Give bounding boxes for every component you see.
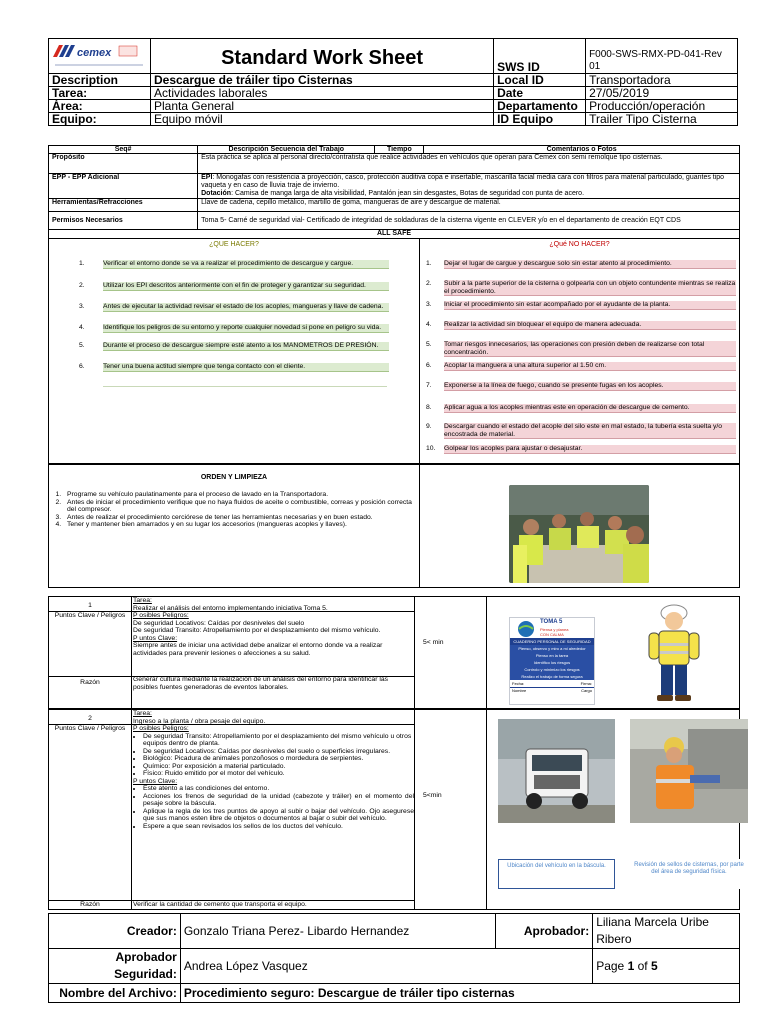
area-label: Área: xyxy=(49,100,151,113)
info-table xyxy=(48,145,740,239)
header-table xyxy=(48,38,738,126)
step-1 xyxy=(48,596,740,709)
brand-name: cemex xyxy=(77,47,112,59)
herramientas-label: Herramientas/Refracciones xyxy=(49,199,198,212)
aprobador-seguridad-label: Aprobador Seguridad: xyxy=(49,949,181,984)
step-reason: Verificar la cantidad de cemento que transporta el equipo. xyxy=(133,901,307,908)
area-value: Planta General xyxy=(150,100,493,113)
orden-item: 2. Antes de iniciar el procedimiento verifique que no haya fluidos de aceite o combustible, correas y posición correcta del compresor. xyxy=(63,499,419,514)
local-id-value: Transportadora xyxy=(586,74,738,87)
do-column: ¿QUE HACER? 1. Verificar el entorno donde se va a realizar el procedimiento de descargue y cargue. 2. Utilizar los EPI descritos anteriormente con el fin de proteger y garantizar su seguridad. 3. Antes de ejecutar la actividad revisar el estado de los acoples, mangueras y llave de cadena. 4. Identifique los peligros de su entorno y reporte cualquier novedad si pone en peligro su vida. 5. Durante el proceso de descargue siempre esté atento a los MANOMETROS DE PRESIÓN. 6. Tener una buena actitud siempre que tenga contacto con el cliente. xyxy=(49,238,420,463)
orden-item: 4. Tener y mantener bien amarrados y en su lugar los accesorios (mangueras acoples y llaves). xyxy=(63,521,419,529)
seal-inspection-photo xyxy=(630,719,748,823)
dont-heading: ¿Qué NO HACER? xyxy=(549,241,610,248)
caption-seal-inspection: Revisión de sellos de cisternas, por parte del área de seguridad física. xyxy=(630,859,748,889)
aprobador-label: Aprobador: xyxy=(496,914,593,949)
step-reason: Generar cultura mediante la realización de un análisis del entorno para identificar las posibles fuentes generadoras de eventos laborales. xyxy=(133,676,389,691)
col-comments: Comentarios o Fotos xyxy=(424,146,740,154)
equipo-label: Equipo: xyxy=(49,113,151,126)
orden-item: 1. Programe su vehículo paulatinamente para el proceso de lavado en la Transportadora. xyxy=(63,491,419,499)
proposito-value: Esta práctica se aplica al personal directo/contratista que realice actividades en vehículos que operan para Cemex con semi remolque tipo cisternas. xyxy=(198,154,740,174)
dont-column: ¿Qué NO HACER? 1. Dejar el lugar de cargue y descargue solo sin estar atento al procedimiento. 2. Subir a la parte superior de la cisterna o golpearla con un objeto contundente mientras se realiza el procedimiento. 3. Iniciar el procedimiento sin estar acompañado por el ayudante de la planta. 4. Realizar la actividad sin bloquear el equipo de manera adecuada. 5. Tomar riesgos innecesarios, las operaciones con presión deben de realizarse con total concentración. 6. Acoplar la manguera a una altura superior al 1.50 cm. 7. Exponerse a la línea de fuego, cuando se presente fugas en los acoples. 8. Aplicar agua a los acoples mientras este en operación de descargue de cemento. 9. Descargar cuando el estado del acople del silo este en mal estado, la tubería esta suelta y/o encostrada de material. 10. Golpear los acoples para ajustar o desajustar. xyxy=(420,238,739,463)
meeting-photo xyxy=(509,485,649,583)
all-safe-banner: ALL SAFE xyxy=(49,230,740,239)
sws-id-value: F000-SWS-RMX-PD-041-Rev 01 xyxy=(586,39,738,74)
razon-label: Razón xyxy=(80,901,100,908)
caption-vehicle-scale: Ubicación del vehículo en la báscula. xyxy=(498,859,615,889)
epp-epi: EPI xyxy=(201,174,213,181)
epp-value xyxy=(198,174,740,199)
aprobador-seguridad-value: Andrea López Vasquez xyxy=(180,949,592,984)
id-equipo-label: ID Equipo xyxy=(494,113,586,126)
toma5-card: TOMA 5 Piensa y planea CON CALMA CUADERNO PERSONAL DE SEGURIDAD Pienso, observo y miro a mi alrededor Pienso en la tarea Identifico los riesgos Controlo y minimizo los riesgos Realizo el trabajo de forma segura Fecha: Firma: Nombre Cargo xyxy=(509,617,595,705)
departamento-label: Departamento xyxy=(494,100,586,113)
epp-label: EPP - EPP Adicional xyxy=(49,174,198,199)
orden-list xyxy=(49,491,419,529)
step-hazards: P osibles Peligros: De seguridad Locativos: Caídas por desniveles del suelo De seguridad Transito: Atropellamiento por el desplazamiento del mismo vehículo. P untos Clave: Siempre antes de iniciar una actividad debe analizar el entorno donde va a realizar actividades para prevenir lesiones o afecciones a su salud. xyxy=(133,612,383,657)
aprobador-value: Liliana Marcela Uribe Ribero xyxy=(593,914,740,949)
globe-icon xyxy=(514,620,538,638)
id-equipo-value: Trailer Tipo Cisterna xyxy=(586,113,738,126)
tarea-value: Actividades laborales xyxy=(150,87,493,100)
worker-illustration xyxy=(639,603,709,705)
creador-label: Creador: xyxy=(49,914,181,949)
sws-id-label: SWS ID xyxy=(494,39,586,74)
archivo-label: Nombre del Archivo: xyxy=(49,984,181,1003)
col-desc: Descripción Secuencia del Trabajo xyxy=(198,146,375,154)
truck-scale-photo xyxy=(498,719,615,823)
departamento-value: Producción/operación xyxy=(586,100,738,113)
brand-logo-cell xyxy=(49,39,151,74)
orden-limpieza-section xyxy=(48,464,740,588)
do-dont-section xyxy=(48,238,740,464)
date-label: Date xyxy=(494,87,586,100)
description-value: Descargue de tráiler tipo Cisternas xyxy=(150,74,493,87)
step-number: 1 xyxy=(88,602,92,609)
col-seq: Seq# xyxy=(49,146,198,154)
page-title: Standard Work Sheet xyxy=(150,39,493,74)
description-label: Description xyxy=(49,74,151,87)
epp-text-2: : Camisa de manga larga de alta visibilidad, Pantalón jean sin desgastes, Botas de seguridad con punta de acero. xyxy=(231,190,585,197)
step-2 xyxy=(48,709,744,910)
toma5-title: TOMA 5 xyxy=(540,619,563,625)
footer-table xyxy=(48,913,740,1003)
page-indicator: Page 1 of 5 xyxy=(593,949,740,984)
do-heading: ¿QUE HACER? xyxy=(209,241,259,248)
puntos-clave-label: Puntos Clave / Peligros xyxy=(54,612,126,619)
herramientas-value: Llave de cadena, cepillo metálico, martillo de goma, mangueras de aire y descargue de material. xyxy=(198,199,740,212)
proposito-label: Propósito xyxy=(49,154,198,174)
razon-label: Razón xyxy=(80,679,100,686)
archivo-value: Procedimiento seguro: Descargue de tráiler tipo cisternas xyxy=(180,984,739,1003)
puntos-clave-label: Puntos Clave / Peligros xyxy=(54,725,126,732)
step-time: 5<min xyxy=(423,792,442,799)
col-time: Tiempo xyxy=(375,146,424,154)
step-time: 5< min xyxy=(423,639,444,646)
step-hazards: P osibles Peligros: • De seguridad Transito: Atropellamiento por el desplazamiento del mismo vehículo u otros equipos dentro de planta. • De seguridad Locativos: Caídas por desniveles del suelo o superficies irregulares. • Biológico: Picadura de animales ponzoñosos o mordedura de serpientes. • Químico: Por exposición a material particulado. • Físico: Ruido emitido por el motor del vehículo. P untos Clave: • Este atento a las condiciones del entorno. • Acciones los frenos de seguridad de la unidad (cabezote y tráiler) en el momento del pesaje sobre la báscula. • Aplique la regla de los tres puntos de apoyo al subir o bajar del vehículo. Ojo asegurese que sus manos esten libre de objetos o documentos al bajar o subir del vehículo. • Espere a que sean revisados los sellos de los ductos del vehículo. xyxy=(131,725,414,830)
date-value: 27/05/2019 xyxy=(586,87,738,100)
epp-dotacion: Dotación xyxy=(201,190,232,197)
cemex-logo xyxy=(49,39,149,71)
step-task: Tarea: Realizar el análisis del entorno implementando iniciativa Toma 5. xyxy=(133,597,328,612)
permisos-label: Permisos Necesarios xyxy=(49,212,198,230)
tarea-label: Tarea: xyxy=(49,87,151,100)
orden-item: 3. Antes de realizar el procedimiento cerciórese de tener las herramientas necesarias y en buen estado. xyxy=(63,514,419,522)
step-task: Tarea: Ingreso a la planta / obra pesaje del equipo. xyxy=(133,710,266,725)
equipo-value: Equipo móvil xyxy=(150,113,493,126)
permisos-value: Toma 5- Carné de seguridad vial- Certificado de integridad de soldaduras de la cisterna vigente en CLEVER y/o en el departamento de creación EQT CDS xyxy=(198,212,740,230)
local-id-label: Local ID xyxy=(494,74,586,87)
orden-text xyxy=(49,465,420,587)
divider xyxy=(103,386,387,387)
step-number: 2 xyxy=(88,715,92,722)
epp-text-1: : Monogafas con resistencia a proyección, casco, protección auditiva copa e insertable, mascarilla facial media cara con filtros para material particulado, guantes tipo vaqueta y en caso de lluvia traje de invierno. xyxy=(201,174,725,189)
orden-title: ORDEN Y LIMPIEZA xyxy=(200,474,268,481)
creador-value: Gonzalo Triana Perez- Libardo Hernandez xyxy=(180,914,495,949)
